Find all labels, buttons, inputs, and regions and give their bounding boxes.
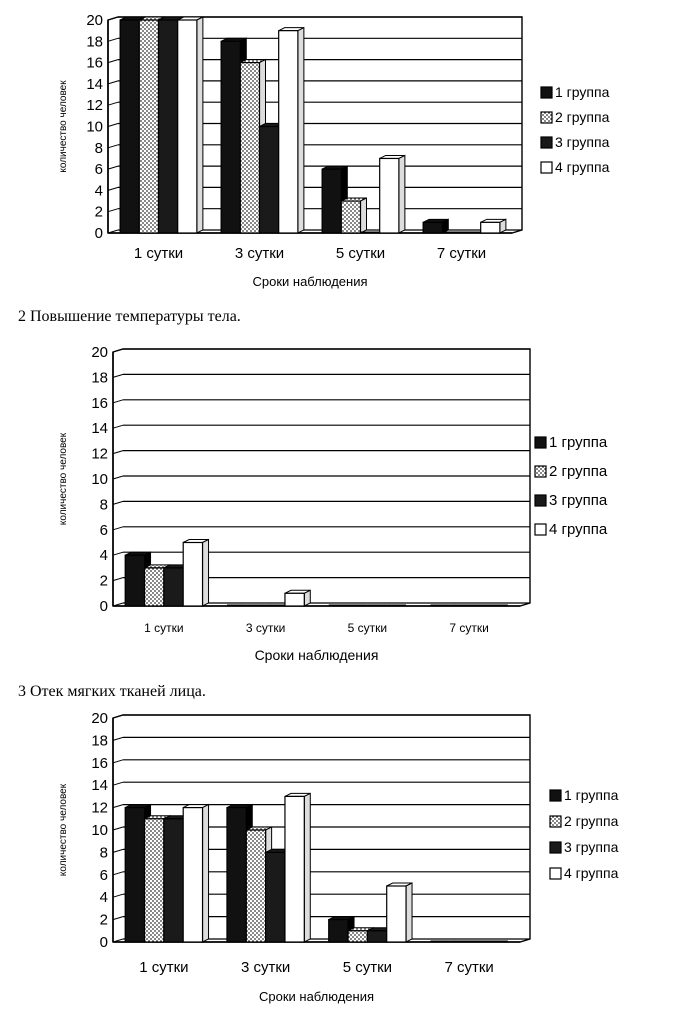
bar bbox=[279, 28, 304, 233]
legend-swatch bbox=[535, 466, 546, 477]
y-tick-label: 12 bbox=[91, 445, 108, 463]
bar bbox=[423, 219, 448, 233]
y-tick-label: 14 bbox=[86, 75, 103, 93]
bar bbox=[380, 155, 405, 233]
y-tick-label: 20 bbox=[86, 12, 103, 29]
y-tick-label: 18 bbox=[91, 732, 108, 750]
x-tick-label: 1 сутки bbox=[144, 621, 184, 635]
legend-swatch bbox=[541, 112, 552, 123]
y-tick-label: 18 bbox=[86, 33, 103, 51]
x-tick-label: 3 сутки bbox=[234, 245, 285, 262]
legend-swatch bbox=[541, 137, 552, 148]
legend-swatch bbox=[535, 437, 546, 448]
y-axis-label: количество человек bbox=[58, 783, 69, 877]
y-axis-label: количество человек bbox=[58, 432, 69, 526]
bar bbox=[481, 219, 506, 233]
y-tick-label: 20 bbox=[91, 344, 108, 361]
y-tick-label: 14 bbox=[91, 777, 108, 795]
section-title-3: 3 Отек мягких тканей лица. bbox=[18, 683, 206, 700]
y-tick-label: 0 bbox=[99, 934, 108, 951]
legend-label: 3 группа bbox=[549, 492, 608, 509]
x-tick-label: 5 сутки bbox=[342, 959, 393, 976]
y-tick-label: 4 bbox=[94, 182, 103, 200]
y-tick-label: 2 bbox=[94, 203, 103, 221]
y-tick-label: 12 bbox=[91, 799, 108, 817]
y-tick-label: 2 bbox=[99, 911, 108, 929]
y-tick-label: 16 bbox=[86, 54, 103, 72]
bar bbox=[341, 198, 366, 233]
x-tick-label: 3 сутки bbox=[245, 621, 286, 635]
x-tick-label: 7 сутки bbox=[449, 621, 489, 635]
legend-label: 2 группа bbox=[555, 109, 610, 125]
legend-label: 2 группа bbox=[564, 813, 619, 829]
y-tick-label: 6 bbox=[99, 866, 108, 884]
chart-3 bbox=[58, 710, 619, 1004]
legend-label: 1 группа bbox=[555, 84, 610, 100]
y-tick-label: 12 bbox=[86, 97, 103, 115]
legend-swatch bbox=[550, 790, 561, 801]
y-tick-label: 10 bbox=[91, 471, 108, 488]
chart-1 bbox=[58, 12, 610, 289]
x-axis-label: Сроки наблюдения bbox=[254, 647, 379, 663]
y-tick-label: 16 bbox=[91, 754, 108, 772]
legend-swatch bbox=[535, 495, 546, 506]
legend bbox=[541, 84, 610, 175]
legend-label: 3 группа bbox=[564, 839, 619, 855]
y-tick-label: 8 bbox=[99, 496, 108, 514]
legend-swatch bbox=[541, 87, 552, 98]
legend-label: 3 группа bbox=[555, 134, 610, 150]
y-tick-label: 8 bbox=[94, 139, 103, 157]
x-tick-label: 5 сутки bbox=[347, 621, 388, 635]
x-axis-label: Сроки наблюдения bbox=[258, 989, 375, 1004]
legend-label: 2 группа bbox=[549, 463, 608, 480]
y-tick-label: 6 bbox=[99, 521, 108, 539]
legend bbox=[550, 787, 619, 881]
bar bbox=[285, 590, 310, 606]
x-tick-label: 5 сутки bbox=[335, 245, 386, 262]
legend-swatch bbox=[541, 162, 552, 173]
legend-label: 1 группа bbox=[549, 434, 608, 451]
legend bbox=[535, 434, 608, 538]
x-tick-label: 3 сутки bbox=[240, 959, 291, 976]
y-tick-label: 4 bbox=[99, 547, 108, 565]
legend-label: 4 группа bbox=[564, 865, 619, 881]
y-tick-label: 18 bbox=[91, 369, 108, 387]
bar bbox=[183, 540, 208, 607]
chart-2 bbox=[58, 344, 608, 663]
section-title-2: 2 Повышение температуры тела. bbox=[18, 308, 241, 325]
y-tick-label: 2 bbox=[99, 572, 108, 590]
y-tick-label: 20 bbox=[91, 710, 108, 727]
x-tick-label: 1 сутки bbox=[133, 245, 184, 262]
bar bbox=[285, 793, 310, 942]
y-tick-label: 16 bbox=[91, 394, 108, 412]
legend-label: 4 группа bbox=[555, 159, 610, 175]
y-tick-label: 4 bbox=[99, 889, 108, 907]
legend-swatch bbox=[550, 842, 561, 853]
y-tick-label: 10 bbox=[91, 822, 108, 839]
y-tick-label: 10 bbox=[86, 118, 103, 136]
y-tick-label: 6 bbox=[94, 161, 103, 179]
bar bbox=[178, 17, 203, 233]
legend-swatch bbox=[550, 816, 561, 827]
x-tick-label: 7 сутки bbox=[436, 245, 487, 262]
y-axis-label: количество человек bbox=[58, 80, 69, 173]
y-tick-label: 0 bbox=[99, 598, 108, 615]
y-tick-label: 0 bbox=[94, 225, 103, 242]
x-tick-label: 7 сутки bbox=[444, 959, 494, 976]
legend-swatch bbox=[550, 868, 561, 879]
x-axis-label: Сроки наблюдения bbox=[252, 274, 368, 289]
x-tick-label: 1 сутки bbox=[139, 959, 189, 976]
legend-label: 1 группа bbox=[564, 787, 619, 803]
legend-swatch bbox=[535, 524, 546, 535]
bar bbox=[183, 805, 208, 942]
y-tick-label: 14 bbox=[91, 420, 108, 438]
bar bbox=[387, 883, 412, 942]
y-tick-label: 8 bbox=[99, 844, 108, 862]
legend-label: 4 группа bbox=[549, 521, 608, 538]
